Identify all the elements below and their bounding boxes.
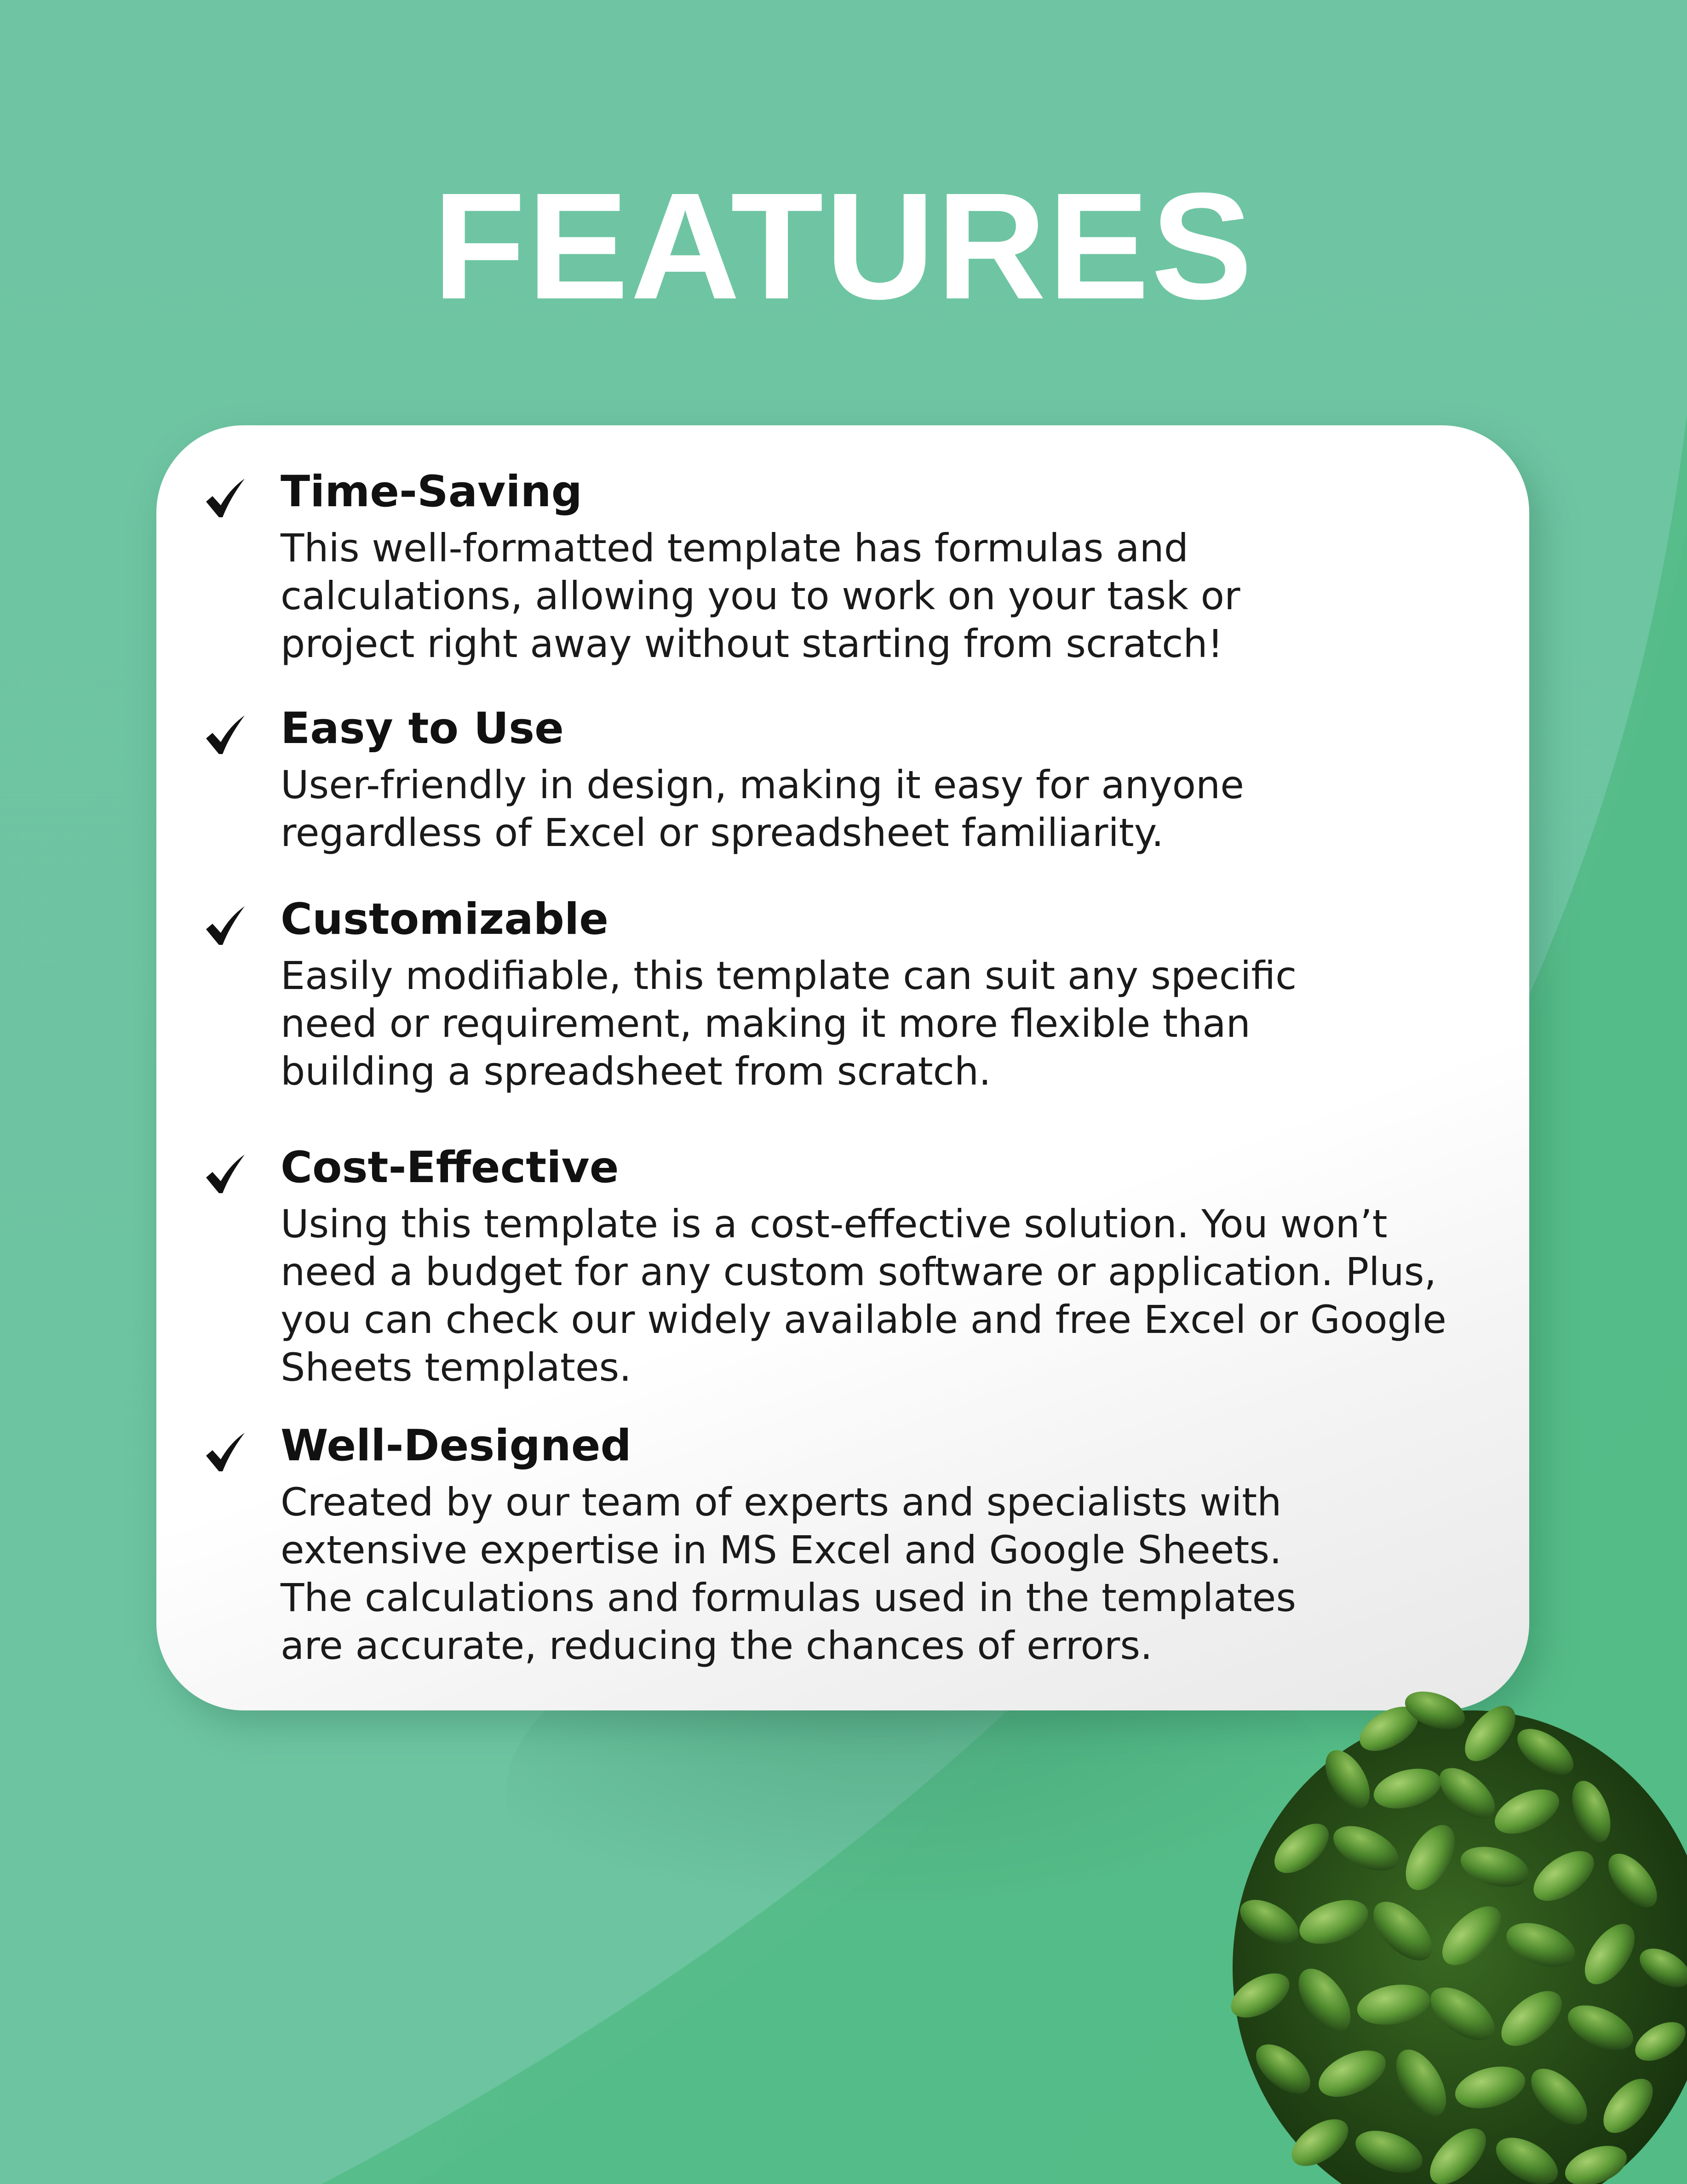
check-icon (202, 1151, 248, 1197)
check-icon (202, 475, 248, 521)
check-icon (202, 1429, 248, 1475)
feature-description: Easily modifiable, this template can suit any specific need or requirement, making it more flexible than building a spreadsheet from scratch. (281, 953, 1297, 1094)
check-icon (202, 903, 248, 949)
page-title: FEATURES (433, 161, 1254, 331)
plant-icon (1196, 1674, 1687, 2184)
feature-description: User-friendly in design, making it easy for anyone regardless of Excel or spreadsheet familiarity. (281, 762, 1244, 855)
check-icon (202, 712, 248, 758)
feature-description: Created by our team of experts and specialists with extensive expertise in MS Excel and Google Sheets. The calculations and formulas used in the templates are accurate, reducing the chances of errors. (281, 1480, 1297, 1668)
feature-title: Cost-Effective (281, 1143, 619, 1193)
feature-title: Customizable (281, 894, 608, 944)
feature-description: This well-formatted template has formulas and calculations, allowing you to work on your task or project right away without starting from scratch! (281, 526, 1240, 666)
features-card (156, 425, 1529, 1710)
feature-title: Time-Saving (281, 467, 582, 517)
feature-title: Well-Designed (281, 1421, 631, 1471)
feature-title: Easy to Use (281, 703, 564, 754)
feature-description: Using this template is a cost-effective solution. You won’t need a budget for any custom software or application. Plus, you can check our widely available and free Excel or Google Sheets templates. (281, 1201, 1446, 1390)
